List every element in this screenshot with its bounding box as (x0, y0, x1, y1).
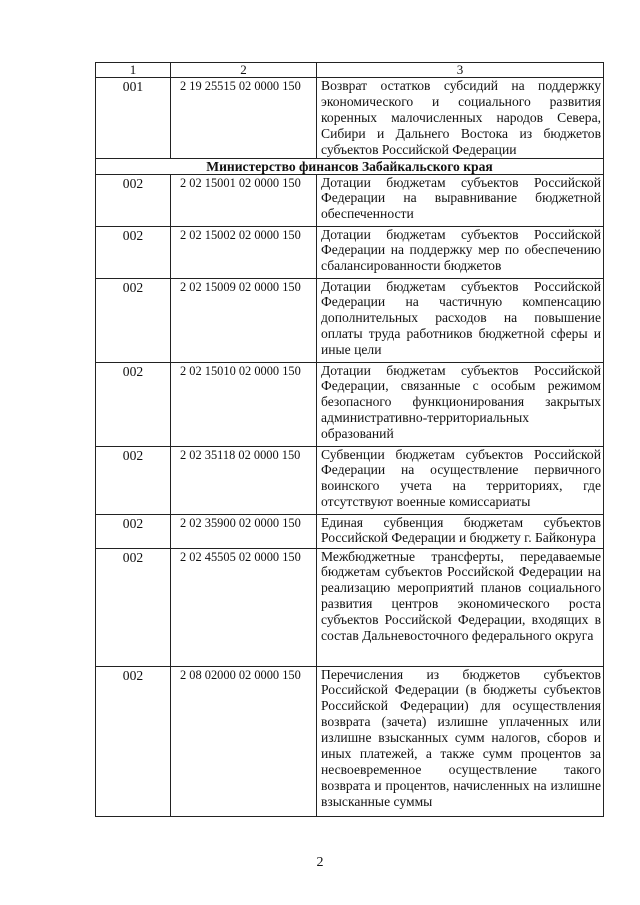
revenue-description-cell: Дотации бюджетам субъектов Российской Федерации на выравнивание бюджетной обеспеченности (317, 174, 604, 226)
revenue-code-cell: 2 02 45505 02 0000 150 (171, 548, 317, 666)
table-header-row (96, 63, 604, 78)
revenue-description-cell: Перечисления из бюджетов субъектов Российской Федерации (в бюджеты субъектов Российской Федерации) для осуществления возврата (зачета) излишне уплаченных или излишне взысканных сумм налогов, сборов и иных платежей, а также сумм процентов за несвоевременное осуществление такого возврата и процентов, начисленных на излишне взысканные суммы (317, 666, 604, 816)
column-header-2: 2 (171, 63, 317, 78)
revenue-code-cell: 2 02 15002 02 0000 150 (171, 226, 317, 278)
revenue-description-cell: Единая субвенция бюджетам субъектов Российской Федерации и бюджету г. Байконура (317, 514, 604, 548)
revenue-description-cell: Субвенции бюджетам субъектов Российской Федерации на осуществление первичного воинского учета на территориях, где отсутствуют военные комиссариаты (317, 446, 604, 514)
table-row (96, 446, 604, 514)
admin-code-cell: 002 (96, 666, 171, 816)
revenue-code-cell: 2 02 15001 02 0000 150 (171, 174, 317, 226)
revenue-description-cell: Дотации бюджетам субъектов Российской Федерации, связанные с особым режимом безопасного функционирования закрытых административно-территориальных образований (317, 362, 604, 446)
table-row (96, 362, 604, 446)
section-heading: Министерство финансов Забайкальского края (96, 158, 604, 174)
table-row (96, 278, 604, 362)
revenue-description-cell: Дотации бюджетам субъектов Российской Федерации на поддержку мер по обеспечению сбалансированности бюджетов (317, 226, 604, 278)
revenue-code-cell: 2 19 25515 02 0000 150 (171, 78, 317, 159)
admin-code-cell: 002 (96, 548, 171, 666)
admin-code-cell: 002 (96, 446, 171, 514)
column-header-3: 3 (317, 63, 604, 78)
revenue-codes-table (95, 62, 604, 817)
section-heading-row (96, 158, 604, 174)
admin-code-cell: 002 (96, 226, 171, 278)
admin-code-cell: 002 (96, 362, 171, 446)
table-body (96, 63, 604, 817)
revenue-code-cell: 2 08 02000 02 0000 150 (171, 666, 317, 816)
revenue-description-cell: Дотации бюджетам субъектов Российской Федерации на частичную компенсацию дополнительных расходов на повышение оплаты труда работников бюджетной сферы и иные цели (317, 278, 604, 362)
revenue-code-cell: 2 02 15009 02 0000 150 (171, 278, 317, 362)
table-row (96, 226, 604, 278)
table-row (96, 174, 604, 226)
revenue-description-cell: Возврат остатков субсидий на поддержку экономического и социального развития коренных малочисленных народов Севера, Сибири и Дальнего Востока из бюджетов субъектов Российской Федерации (317, 78, 604, 159)
revenue-code-cell: 2 02 35118 02 0000 150 (171, 446, 317, 514)
column-header-1: 1 (96, 63, 171, 78)
admin-code-cell: 002 (96, 514, 171, 548)
table-row (96, 548, 604, 666)
revenue-description-cell: Межбюджетные трансферты, передаваемые бюджетам субъектов Российской Федерации на реализацию мероприятий планов социального развития центров экономического роста субъектов Российской Федерации, входящих в состав Дальневосточного федерального округа (317, 548, 604, 666)
revenue-code-cell: 2 02 35900 02 0000 150 (171, 514, 317, 548)
revenue-code-cell: 2 02 15010 02 0000 150 (171, 362, 317, 446)
admin-code-cell: 002 (96, 174, 171, 226)
admin-code-cell: 002 (96, 278, 171, 362)
table-row (96, 78, 604, 159)
page-number: 2 (316, 855, 324, 870)
admin-code-cell: 001 (96, 78, 171, 159)
table-row (96, 514, 604, 548)
table-row (96, 666, 604, 816)
